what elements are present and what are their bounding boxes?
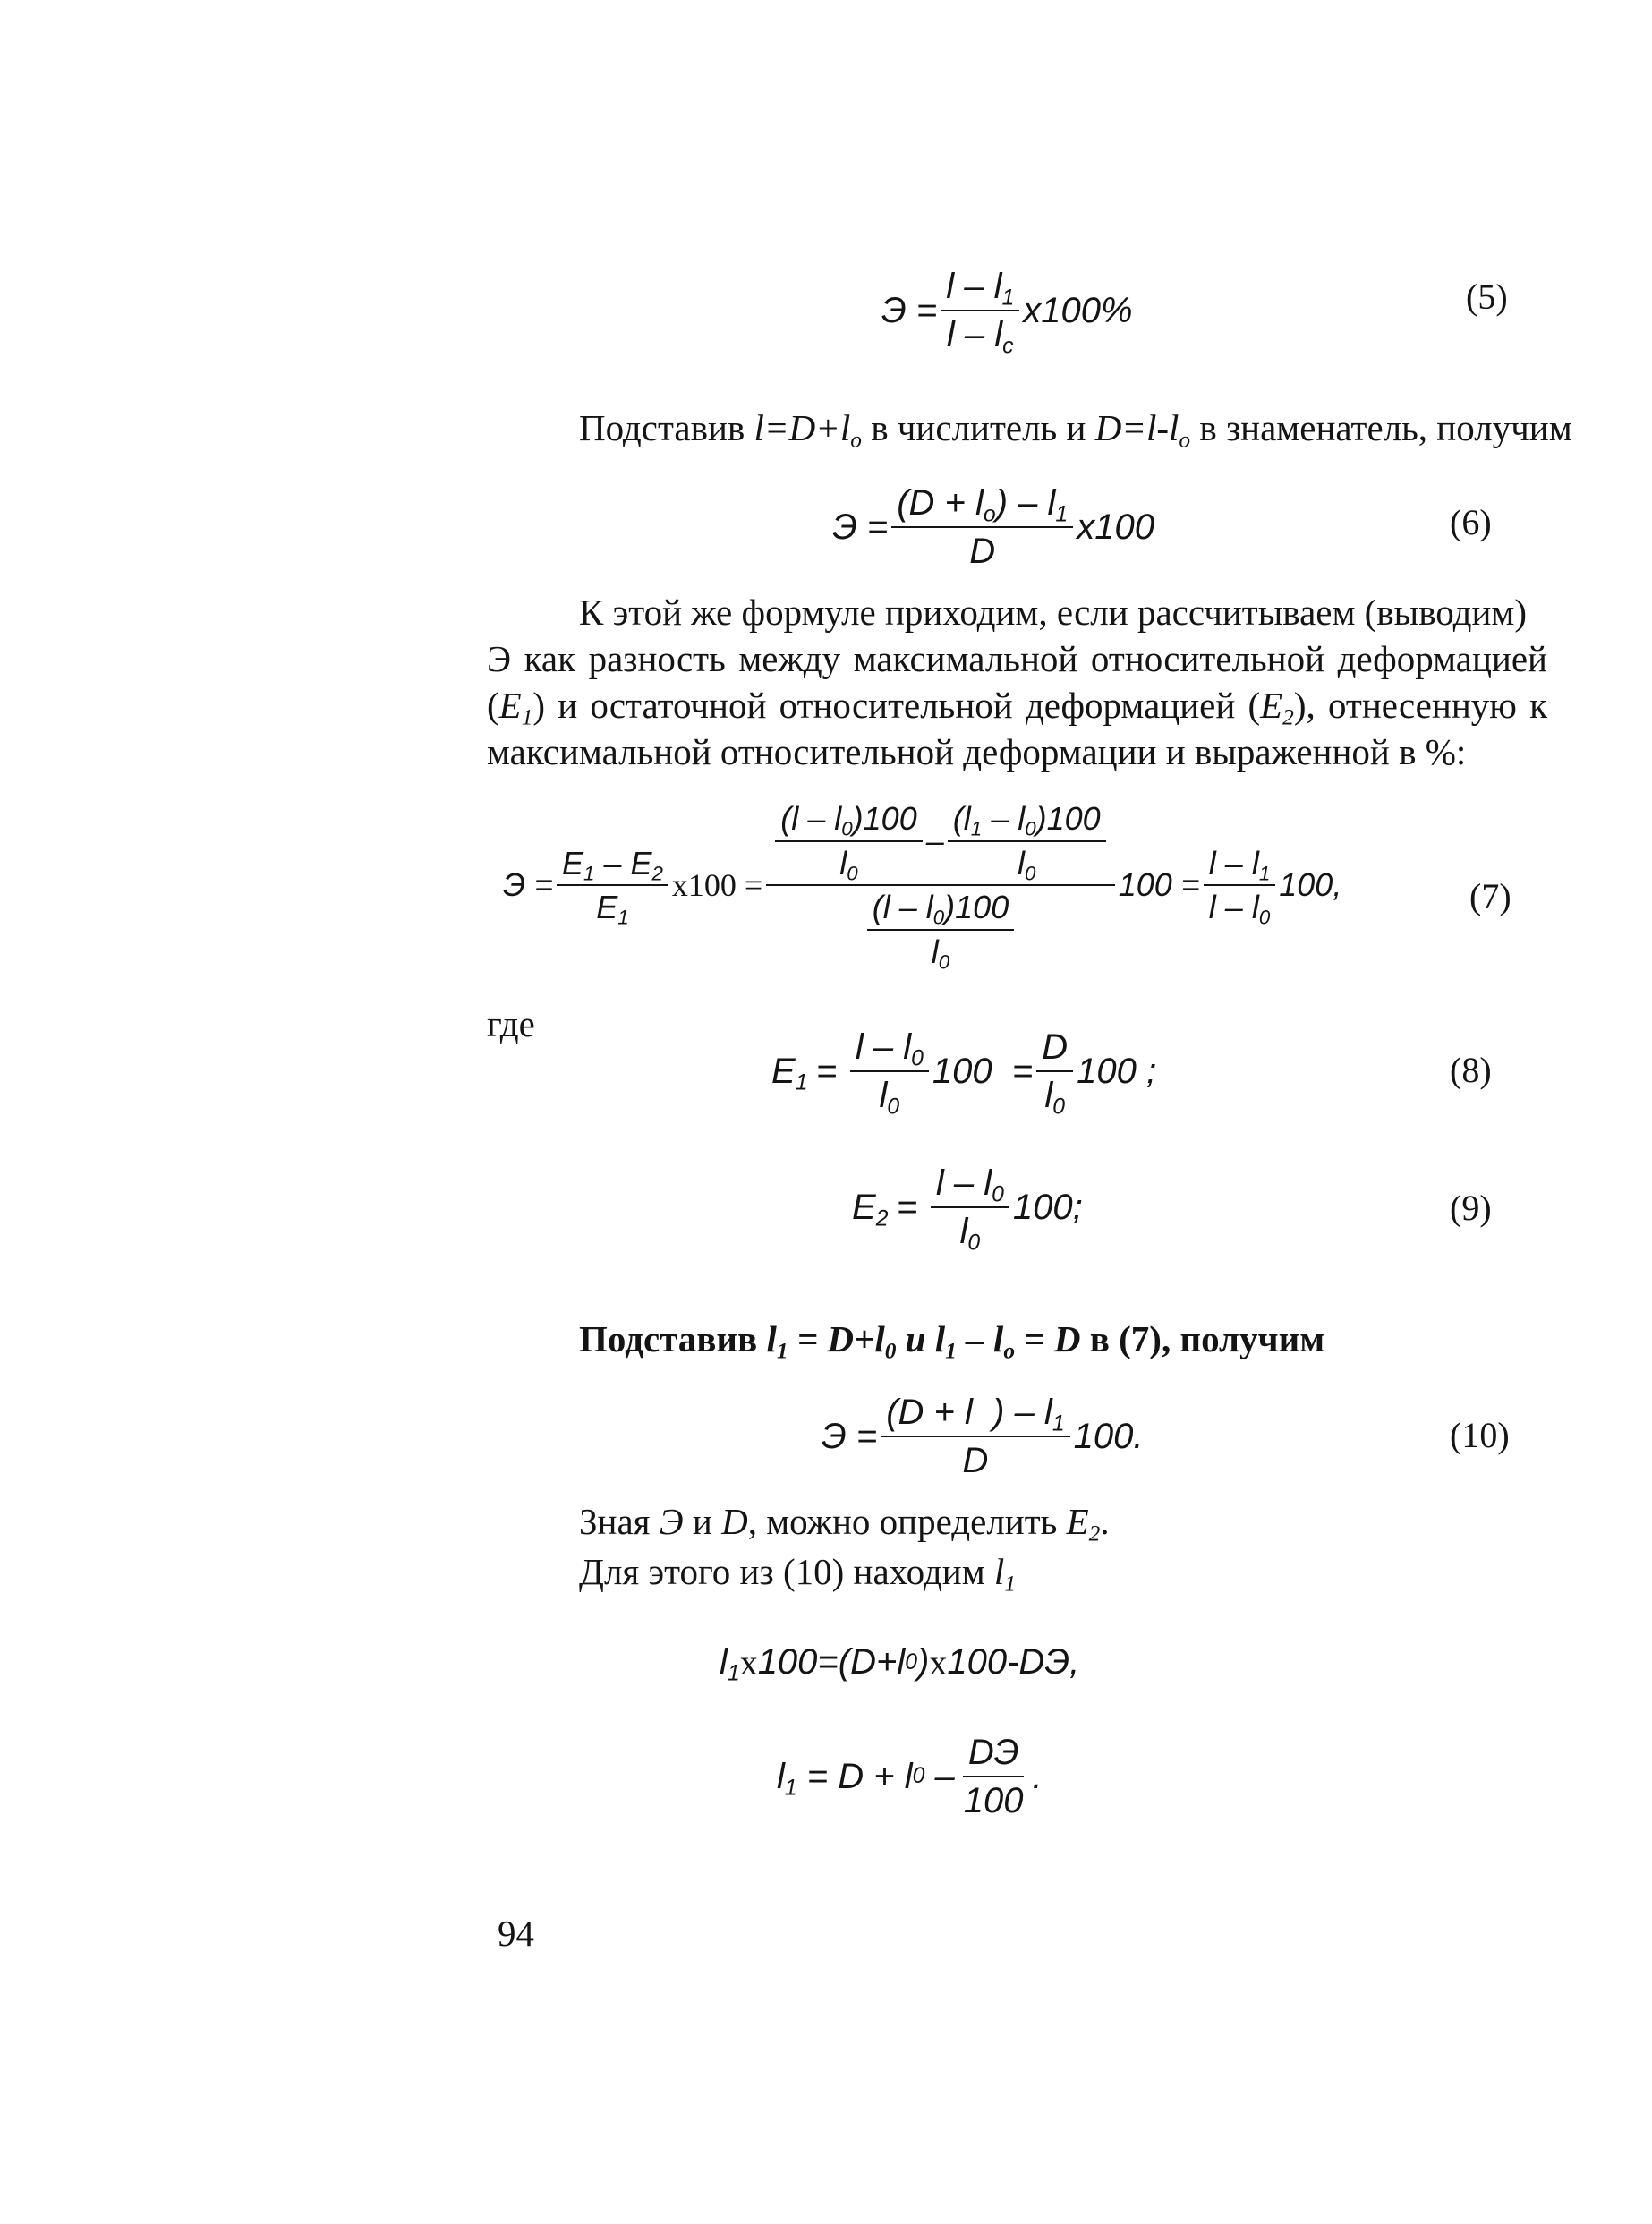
eq5-number: (5) [1466, 277, 1508, 317]
eq6-number: (6) [1450, 502, 1492, 542]
eq9-number: (9) [1450, 1188, 1492, 1228]
eq7-inner-fraction-1: $\frac{(l - l_0)100}{l_0}$ [775, 801, 923, 881]
equation-7: Э = $\frac{E_1 - E_2}{E_1}$ x100 = $\frac{(l - l_0)100}{l_0}$ – $\frac{(l_1 - l_0)100}{l_0}$ $\frac{(l - l_0)100}{l_0}$ 100 = $\frac{l - l_1}{l - l_0}$ 100, [503, 800, 1342, 974]
label-where: где [487, 1003, 535, 1044]
eq10-fraction: $\frac{(D + l ) - l_1}{D}$ [881, 1393, 1069, 1480]
paragraph-substitution-1: Подставив $l=D+l_o$ в числитель и $D=l-l_o$ в знаменатель, получим [579, 407, 1572, 453]
eq5-num: l – l [946, 267, 1002, 306]
paragraph-2-line-2: Э как разность между максимальной относительной деформацией [487, 638, 1547, 679]
eq5-den: l – l [946, 315, 1003, 354]
eq6-tail: x100 [1077, 507, 1154, 547]
paragraph-2-line-1: К этой же формуле приходим, если рассчитываем (выводим) [579, 592, 1528, 633]
eq7-fraction-1: $\frac{E_1 - E_2}{E_1}$ [557, 846, 668, 925]
eq10-number: (10) [1450, 1415, 1510, 1455]
eq7-inner-fraction-2: $\frac{(l_1 - l_0)100}{l_0}$ [948, 801, 1106, 881]
eq8-number: (8) [1450, 1050, 1492, 1090]
paragraph-2-line-4: максимальной относительной деформации и выраженной в %: [487, 731, 1467, 772]
page-number: 94 [498, 1913, 534, 1954]
paragraph-substitution-2: Подставив $l_1 = D+l_0$ u $l_1 - l_o = D$ в (7), получим [579, 1318, 1325, 1364]
equation-6 [832, 483, 1154, 571]
paragraph-find: Для этого из (10) находим $l_1$ [579, 1551, 1017, 1597]
equation-10: Э = $\frac{(D + l ) - l_1}{D}$ 100. [822, 1393, 1144, 1480]
paragraph-knowing: Зная Э и D, можно определить $E_2$. [579, 1501, 1110, 1547]
eq8-fraction-2: $\frac{D}{l_0}$ [1036, 1027, 1073, 1115]
eq8-fraction-1: $\frac{l - l_0}{l_0}$ [850, 1027, 929, 1115]
eq6-lhs: Э = [832, 507, 889, 547]
eq7-compound-fraction: $\frac{(l - l_0)100}{l_0}$ – $\frac{(l_1 - l_0)100}{l_0}$ $\frac{(l - l_0)100}{l_0}$ [766, 801, 1114, 969]
eq5-tail: x100% [1023, 290, 1133, 330]
paragraph-2-line-3: $(E_1)$ и остаточной относительной деформацией $(E_2)$, отнесенную к [487, 685, 1547, 730]
equation-8: $E_1$ = $\frac{l - l_0}{l_0}$ 100 = $\frac{D}{l_0}$ 100 ; [771, 1027, 1157, 1120]
eq5-fraction: $\frac{l - l_1}{l - l_с}$ [941, 267, 1019, 354]
eq5-lhs: Э = [881, 290, 938, 330]
equation-5 [881, 267, 1133, 359]
equation-l1-solution: $l_1$ = D + l 0 – $\frac{DЭ}{100}$ . [777, 1733, 1043, 1820]
eq7-inner-fraction-3: $\frac{(l - l_0)100}{l_0}$ [867, 890, 1015, 969]
eq6-fraction: $\frac{(D + l_o) - l_1}{D}$ [891, 483, 1073, 571]
equation-l1-times-100: $l_1$ x 100=(D+l 0 ) x 100-DЭ, [720, 1642, 1080, 1686]
eq12-fraction: $\frac{DЭ}{100}$ [963, 1733, 1024, 1820]
eq7-number: (7) [1469, 876, 1511, 916]
eq9-fraction: $\frac{l - l_0}{l_0}$ [931, 1163, 1009, 1251]
eq7-fraction-result: $\frac{l - l_1}{l - l_0}$ [1204, 846, 1275, 925]
equation-9: $E_2$ = $\frac{l - l_0}{l_0}$ 100; [852, 1163, 1083, 1256]
